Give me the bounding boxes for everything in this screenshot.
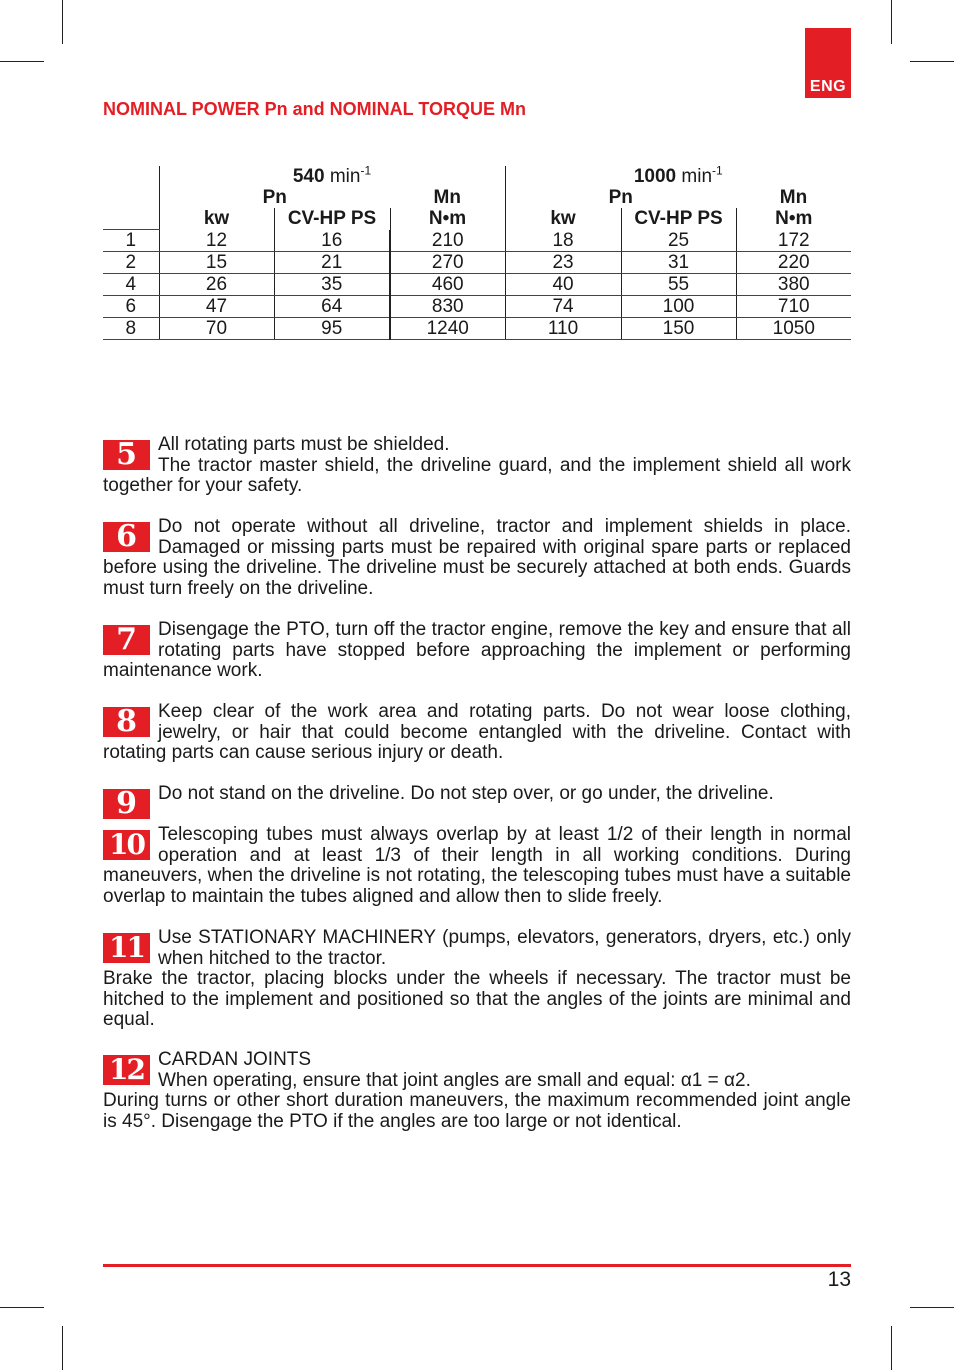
unit-header: CV-HP PS [621,208,736,230]
table-cell: 16 [274,230,390,252]
safety-item-7 [103,620,851,682]
table-row [103,252,851,274]
table-row [103,230,851,252]
table-cell: 15 [159,252,274,274]
unit-header: CV-HP PS [274,208,390,230]
table-cell: 380 [736,274,851,296]
table-cell: 1240 [390,318,505,340]
table-units-row [103,208,851,230]
table-cell: 35 [274,274,390,296]
item-number-badge: 7 [103,625,150,655]
unit-header: kw [203,208,230,230]
safety-item-5 [103,435,851,497]
table-cell: 460 [390,274,505,296]
crop-mark [0,61,44,62]
table-row [103,274,851,296]
safety-item-11 [103,928,851,1031]
table-cell: 12 [159,230,274,252]
table-cell: 31 [621,252,736,274]
table-cell: 100 [621,296,736,318]
table-cell: 110 [505,318,621,340]
item-text: CARDAN JOINTS When operating, ensure that joint angles are small and equal: α1 = α2. During turns or other short duration maneuvers, the maximum recommended joint angle is 45°. Disengage the PTO if the angles are too large or not identical. [103,1049,851,1132]
table-subheader-row [103,187,851,208]
power-torque-table [103,163,851,340]
item-text: Use STATIONARY MACHINERY (pumps, elevators, generators, dryers, etc.) only when hitched to the tractor. Brake the tractor, placing blocks under the wheels if necessary. The tractor must be hitched to the implement and positioned so that the angles of the joints are minimal and equal. [103,927,851,1031]
page-number: 13 [827,1268,851,1291]
unit-header: N•m [736,208,851,230]
crop-mark [62,1326,63,1370]
item-number-badge: 8 [103,707,150,737]
table-cell: 55 [621,274,736,296]
table-group-header-row [103,166,851,187]
item-text: Disengage the PTO, turn off the tractor engine, remove the key and ensure that all rotating parts have stopped before approaching the implement or performing maintenance work. [103,619,851,682]
row-label: 1 [103,230,159,252]
table-row [103,296,851,318]
table-cell: 95 [274,318,390,340]
item-text: Do not stand on the driveline. Do not step over, or go under, the driveline. [158,783,774,804]
mn-header: Mn [433,187,461,208]
group-1000-header: 1000 $\min^{-1}$ [505,166,851,187]
item-number-badge: 6 [103,522,150,552]
table-cell: 710 [736,296,851,318]
table-cell: 64 [274,296,390,318]
table-cell: 21 [274,252,390,274]
row-label: 2 [103,252,159,274]
crop-mark [910,1307,954,1308]
section-title: NOMINAL POWER Pn and NOMINAL TORQUE Mn [103,99,526,119]
item-text: All rotating parts must be shielded. The tractor master shield, the driveline guard, and the implement shield all work together for your safety. [103,434,851,497]
row-label: 4 [103,274,159,296]
pn-header: Pn [505,187,736,208]
language-tab: ENG [805,28,851,98]
table-cell: 26 [159,274,274,296]
table-cell: 150 [621,318,736,340]
row-label: 8 [103,318,159,340]
safety-item-10 [103,825,851,907]
table-cell: 74 [505,296,621,318]
table-cell: 270 [390,252,505,274]
item-number-badge: 9 [103,789,150,819]
crop-mark [891,1326,892,1370]
unit-header: N•m [390,208,505,230]
safety-item-8 [103,702,851,764]
item-text: Do not operate without all driveline, tractor and implement shields in place. Damaged or missing parts must be repaired with original spare parts or replaced before using the driveline. The driveline must be securely attached at both ends. Guards must turn freely on the driveline. [103,516,851,599]
item-text: Keep clear of the work area and rotating parts. Do not wear loose clothing, jewelry, or hair that could become entangled with the driveline. Contact with rotating parts can cause serious injury or death. [103,701,851,764]
table-cell: 40 [505,274,621,296]
item-number-badge: 10 [103,830,150,860]
safety-item-12 [103,1050,851,1132]
safety-item-9 [103,784,851,819]
mn-header: Mn [779,187,808,208]
table-cell: 18 [505,230,621,252]
table-cell: 25 [621,230,736,252]
item-number-badge: 11 [103,933,150,963]
table-cell: 23 [505,252,621,274]
table-cell: 1050 [736,318,851,340]
crop-mark [910,61,954,62]
crop-mark [891,0,892,44]
safety-item-6 [103,517,851,599]
crop-mark [62,0,63,44]
item-number-badge: 12 [103,1055,150,1085]
table-row [103,318,851,340]
footer-rule [103,1264,851,1267]
row-label: 6 [103,296,159,318]
unit-header: kw [505,208,621,230]
table-cell: 830 [390,296,505,318]
table-cell: 172 [736,230,851,252]
item-number-badge: 5 [103,440,150,470]
table-cell: 210 [390,230,505,252]
pn-header: Pn [262,187,287,208]
table-cell: 47 [159,296,274,318]
item-text: Telescoping tubes must always overlap by at least 1/2 of their length in normal operation and at least 1/3 of their length in all working conditions. During maneuvers, when the driveline is not rotating, the telescoping tubes must have a suitable overlap to maintain the tubes aligned and allow then to slide freely. [103,824,851,907]
crop-mark [0,1307,44,1308]
group-540-header: 540 $\min^{-1}$ [159,166,505,187]
table-cell: 70 [159,318,274,340]
table-cell: 220 [736,252,851,274]
